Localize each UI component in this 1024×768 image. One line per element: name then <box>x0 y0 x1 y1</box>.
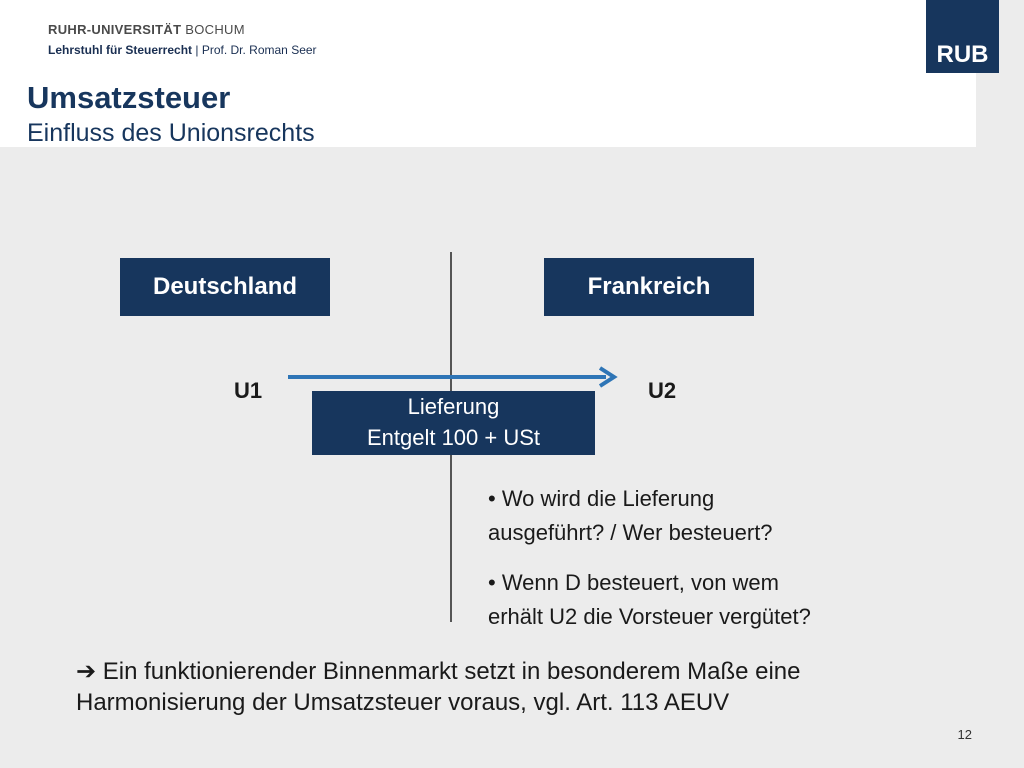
question-line: erhält U2 die Vorsteuer vergütet? <box>488 604 811 629</box>
question-line: • Wo wird die Lieferung <box>488 486 715 511</box>
conclusion-line: ➔ Ein funktionierender Binnenmarkt setzt in besonderem Maße eine <box>76 658 801 685</box>
slide-subtitle: Einfluss des Unionsrechts <box>27 119 315 147</box>
delivery-arrow-icon <box>288 366 620 390</box>
seller-label: U1 <box>234 378 263 403</box>
delivery-box <box>312 391 595 455</box>
page-number: 12 <box>957 727 972 742</box>
delivery-label: Lieferung <box>407 394 500 419</box>
university-name-rest: BOCHUM <box>185 22 245 37</box>
delivery-price: Entgelt 100 + USt <box>366 425 541 450</box>
question-place-of-supply <box>488 482 908 550</box>
slide-header <box>0 0 976 147</box>
chair-name: Lehrstuhl für Steuerrecht <box>48 43 193 57</box>
conclusion-line: Harmonisierung der Umsatzsteuer voraus, vgl. Art. 113 AEUV <box>76 689 730 716</box>
buyer-label: U2 <box>648 378 677 403</box>
university-name-bold: RUHR-UNIVERSITÄT <box>48 22 182 37</box>
university-name <box>48 22 245 37</box>
slide-title: Umsatzsteuer <box>27 80 231 115</box>
country-box-france: Frankreich <box>544 258 754 316</box>
conclusion-text <box>76 656 956 718</box>
question-line: ausgeführt? / Wer besteuert? <box>488 520 773 545</box>
chair-line <box>48 43 317 57</box>
rub-logo: RUB <box>926 0 999 73</box>
chair-professor: | Prof. Dr. Roman Seer <box>195 43 317 57</box>
question-line: • Wenn D besteuert, von wem <box>488 570 779 595</box>
question-input-tax <box>488 566 908 634</box>
country-box-germany: Deutschland <box>120 258 330 316</box>
